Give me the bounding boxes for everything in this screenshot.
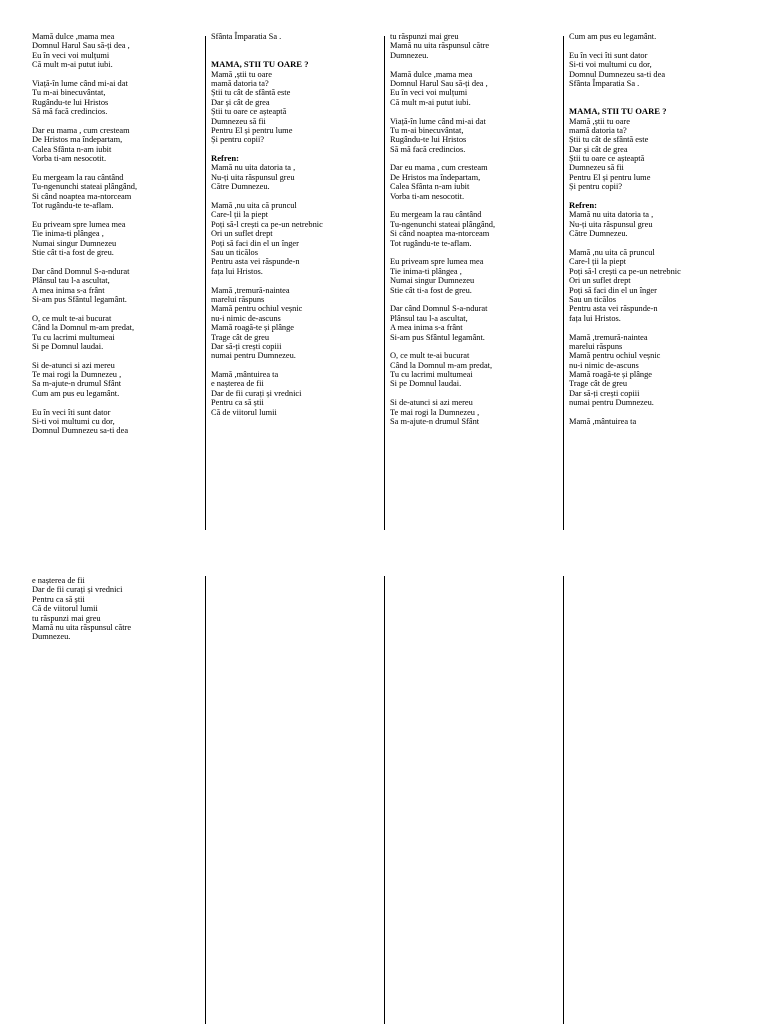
text-line: Când la Domnul m-am predat, (390, 360, 493, 370)
page-top-col-1 (32, 32, 137, 436)
text-line: Si când noaptea ma-ntorceam (32, 191, 132, 201)
blank-line (32, 398, 137, 407)
page-top-col-2 (211, 32, 323, 417)
blank-line (32, 210, 137, 219)
text-line: Eu mergeam la rau cântând (390, 210, 482, 220)
text-line: Dar de fii curați și vrednici (32, 585, 123, 595)
text-line: Mamă ,tremură-naintea (211, 285, 290, 295)
text-line: Eu mergeam la rau cântând (32, 172, 124, 182)
text-line: Calea Sfânta n-am iubit (390, 182, 470, 192)
text-line: Ori un suflet drept (211, 229, 273, 239)
blank-line (390, 389, 495, 398)
text-line: Dar să-ți crești copiii (569, 388, 640, 398)
text-line: Tie inima-ti plângea , (390, 266, 462, 276)
text-line: Sfânta Împaratia Sa . (211, 32, 282, 41)
text-line: Nu-ți uita răspunsul greu (211, 172, 295, 182)
text-line: Tie inima-ti plângea , (32, 229, 104, 239)
text-line: Tu m-ai binecuvântat, (32, 88, 106, 98)
text-line: tu răspunzi mai greu (32, 613, 101, 623)
text-line: Știi tu oare ce așteaptă (569, 154, 645, 164)
refrain-label: Refren: (569, 200, 597, 211)
blank-line (32, 257, 137, 266)
blank-line (390, 107, 495, 116)
text-line: Eu priveam spre lumea mea (32, 219, 126, 229)
text-line: Mamă nu uita răspunsul către (32, 622, 132, 632)
text-line: Tu cu lacrimi multumeai (390, 370, 473, 380)
text-line: e nașterea de fii (32, 576, 85, 585)
blank-line (211, 276, 323, 285)
text-line: mamă datoria ta? (569, 125, 627, 135)
text-line: Rugându-te lui Hristos (32, 97, 109, 107)
text-line: Tot rugându-te te-aflam. (390, 238, 472, 248)
text-line: Care-l ții la piept (569, 257, 626, 267)
text-line: Si-am pus Sfântul legamânt. (32, 294, 127, 304)
text-line: Mamă roagă-te și plânge (569, 370, 653, 380)
text-line: mamă datoria ta? (211, 78, 269, 88)
text-line: Dar eu mama , cum cresteam (390, 163, 488, 173)
blank-line (211, 41, 323, 50)
blank-line (32, 70, 137, 79)
text-line: Si de-atunci si azi mereu (390, 398, 473, 408)
text-line: Mamă nu uita datoria ta , (211, 163, 296, 173)
text-line: Sa m-ajute-n drumul Sfânt (32, 379, 122, 389)
text-line: Viață-în lume când mi-ai dat (390, 116, 486, 126)
text-line: Sau un ticălos (211, 247, 258, 257)
text-line: Mamă nu uita răspunsul către (390, 41, 490, 51)
text-line: Te mai rogi la Dumnezeu , (32, 370, 122, 380)
text-line: Dar eu mama , cum cresteam (32, 125, 130, 135)
text-line: tu răspunzi mai greu (390, 32, 459, 41)
page-top-col-3 (390, 32, 495, 426)
text-line: Numai singur Dumnezeu (32, 238, 117, 248)
blank-line (569, 408, 681, 417)
text-line: Și pentru copii? (211, 135, 265, 145)
column-divider (384, 576, 385, 1024)
text-line: Mamă ,mântuirea ta (211, 370, 279, 380)
text-line: Tu-ngenunchi stateai plângând, (390, 219, 496, 229)
text-line: Domnul Dumnezeu sa-ti dea (569, 69, 666, 79)
text-line: Poți să faci din el un înger (569, 285, 657, 295)
text-line: O, ce mult te-ai bucurat (32, 313, 112, 323)
blank-line (390, 60, 495, 69)
text-line: Dar de fii curați și vrednici (211, 388, 302, 398)
text-line: Mamă ,nu uita că pruncul (569, 247, 655, 257)
page-bottom-col-1 (32, 576, 131, 642)
column-divider (205, 36, 206, 530)
text-line: Domnul Harul Sau să-ți dea , (390, 78, 488, 88)
text-line: Și pentru copii? (569, 182, 623, 192)
text-line: Tot rugându-te te-aflam. (32, 201, 114, 211)
column-divider (563, 576, 564, 1024)
text-line: fața lui Hristos. (211, 266, 263, 276)
text-line: Dumnezeu să fii (211, 116, 266, 126)
text-line: Domnul Dumnezeu sa-ti dea (32, 426, 129, 436)
text-line: Plânsul tau l-a ascultat, (390, 313, 468, 323)
text-line: Mamă nu uita datoria ta , (569, 210, 654, 220)
text-line: Vorba ti-am nesocotit. (390, 191, 465, 201)
text-line: Viață-în lume când mi-ai dat (32, 78, 128, 88)
text-line: Si când noaptea ma-ntorceam (390, 229, 490, 239)
text-line: Când la Domnul m-am predat, (32, 323, 135, 333)
text-line: Sau un ticălos (569, 294, 616, 304)
text-line: Mamă dulce ,mama mea (32, 32, 115, 41)
text-line: Ori un suflet drept (569, 276, 631, 286)
text-line: Care-l ții la piept (211, 210, 268, 220)
text-line: Să mă facă credincios. (390, 144, 466, 154)
text-line: marelui răspuns (211, 294, 265, 304)
text-line: Pentru asta vei răspunde-n (211, 257, 300, 267)
text-line: Pentru ca să știi (32, 594, 85, 604)
text-line: Pentru El și pentru lume (569, 172, 651, 182)
text-line: Către Dumnezeu. (569, 229, 628, 239)
text-line: Pentru El și pentru lume (211, 125, 293, 135)
song-title: MAMA, STII TU OARE ? (211, 59, 309, 70)
refrain-label: Refren: (211, 153, 239, 164)
text-line: Mamă pentru ochiul veșnic (569, 351, 661, 361)
text-line: Tu m-ai binecuvântat, (390, 125, 464, 135)
column-divider (384, 36, 385, 530)
blank-line (211, 192, 323, 201)
column-divider (563, 36, 564, 530)
text-line: Numai singur Dumnezeu (390, 276, 475, 286)
text-line: Si pe Domnul laudai. (390, 379, 462, 389)
blank-line (390, 248, 495, 257)
text-line: Calea Sfânta n-am iubit (32, 144, 112, 154)
text-line: Plânsul tau l-a ascultat, (32, 276, 110, 286)
text-line: Mamă ,știi tu oare (211, 69, 272, 79)
blank-line (390, 342, 495, 351)
text-line: Si de-atunci si azi mereu (32, 360, 115, 370)
text-line: Mamă pentru ochiul veșnic (211, 304, 303, 314)
blank-line (211, 361, 323, 370)
blank-line (569, 323, 681, 332)
text-line: marelui răspuns (569, 341, 623, 351)
text-line: De Hristos ma îndepartam, (390, 172, 481, 182)
text-line: Tu-ngenunchi stateai plângând, (32, 182, 138, 192)
text-line: Mamă ,mântuirea ta (569, 417, 637, 427)
text-line: Stie cât ti-a fost de greu. (390, 285, 472, 295)
text-line: A mea inima s-a frânt (390, 323, 463, 333)
text-line: Mamă ,nu uita că pruncul (211, 201, 297, 211)
blank-line (390, 154, 495, 163)
blank-line (32, 304, 137, 313)
text-line: Tu cu lacrimi multumeai (32, 332, 115, 342)
text-line: Mamă roagă-te și plânge (211, 323, 295, 333)
text-line: Si-ti voi multumi cu dor, (32, 417, 115, 427)
text-line: Eu în veci îti sunt dator (569, 50, 648, 60)
text-line: Si-am pus Sfântul legamânt. (390, 332, 485, 342)
text-line: Stie cât ti-a fost de greu. (32, 247, 114, 257)
text-line: nu-i nimic de-ascuns (211, 313, 281, 323)
text-line: Către Dumnezeu. (211, 182, 270, 192)
text-line: Cum am pus eu legamânt. (569, 32, 657, 41)
text-line: Că de viitorul lumii (32, 604, 98, 614)
page-top-col-4 (569, 32, 681, 426)
song-title: MAMA, STII TU OARE ? (569, 106, 667, 117)
text-line: Si pe Domnul laudai. (32, 341, 104, 351)
text-line: numai pentru Dumnezeu. (211, 351, 296, 361)
text-line: Dumnezeu. (390, 50, 429, 60)
text-line: De Hristos ma îndepartam, (32, 135, 123, 145)
text-line: Dar și cât de grea (211, 97, 270, 107)
text-line: Te mai rogi la Dumnezeu , (390, 407, 480, 417)
text-line: Eu în veci îti sunt dator (32, 407, 111, 417)
blank-line (390, 295, 495, 304)
text-line: O, ce mult te-ai bucurat (390, 351, 470, 361)
text-line: Mamă dulce ,mama mea (390, 69, 473, 79)
text-line: fața lui Hristos. (569, 313, 621, 323)
text-line: Pentru ca să știi (211, 398, 264, 408)
text-line: Că mult m-ai putut iubi. (32, 60, 113, 70)
text-line: Știi tu cât de sfântă este (211, 88, 291, 98)
text-line: Domnul Harul Sau să-ți dea , (32, 41, 130, 51)
text-line: Să mă facă credincios. (32, 107, 108, 117)
column-divider (205, 576, 206, 1024)
text-line: Dar să-ți crești copiii (211, 341, 282, 351)
text-line: Știi tu cât de sfântă este (569, 135, 649, 145)
text-line: Trage cât de greu (569, 379, 628, 389)
text-line: Eu în veci voi mulțumi (32, 50, 110, 60)
text-line: Dar și cât de grea (569, 144, 628, 154)
text-line: A mea inima s-a frânt (32, 285, 105, 295)
text-line: Poți să faci din el un înger (211, 238, 299, 248)
text-line: Dar când Domnul S-a-ndurat (390, 304, 488, 314)
text-line: Că mult m-ai putut iubi. (390, 97, 471, 107)
blank-line (569, 41, 681, 50)
text-line: Dumnezeu. (32, 632, 71, 642)
text-line: Sa m-ajute-n drumul Sfânt (390, 417, 480, 427)
text-line: Rugându-te lui Hristos (390, 135, 467, 145)
text-line: Vorba ti-am nesocotit. (32, 154, 107, 164)
blank-line (32, 351, 137, 360)
text-line: Nu-ți uita răspunsul greu (569, 219, 653, 229)
blank-line (390, 201, 495, 210)
text-line: Poți să-l crești ca pe-un netrebnic (569, 266, 681, 276)
text-line: Dar când Domnul S-a-ndurat (32, 266, 130, 276)
text-line: nu-i nimic de-ascuns (569, 360, 639, 370)
text-line: Că de viitorul lumii (211, 407, 277, 417)
blank-line (569, 239, 681, 248)
text-line: Mamă ,știi tu oare (569, 116, 630, 126)
text-line: Eu în veci voi mulțumi (390, 88, 468, 98)
text-line: Sfânta Împaratia Sa . (569, 78, 640, 88)
text-line: Pentru asta vei răspunde-n (569, 304, 658, 314)
text-line: Eu priveam spre lumea mea (390, 257, 484, 267)
blank-line (32, 163, 137, 172)
blank-line (569, 88, 681, 97)
text-line: Poți să-l crești ca pe-un netrebnic (211, 219, 323, 229)
text-line: Știi tu oare ce așteaptă (211, 107, 287, 117)
text-line: Cum am pus eu legamânt. (32, 388, 120, 398)
text-line: e nașterea de fii (211, 379, 264, 389)
blank-line (32, 117, 137, 126)
text-line: Mamă ,tremură-naintea (569, 332, 648, 342)
text-line: Dumnezeu să fii (569, 163, 624, 173)
text-line: Si-ti voi multumi cu dor, (569, 60, 652, 70)
text-line: numai pentru Dumnezeu. (569, 398, 654, 408)
text-line: Trage cât de greu (211, 332, 270, 342)
